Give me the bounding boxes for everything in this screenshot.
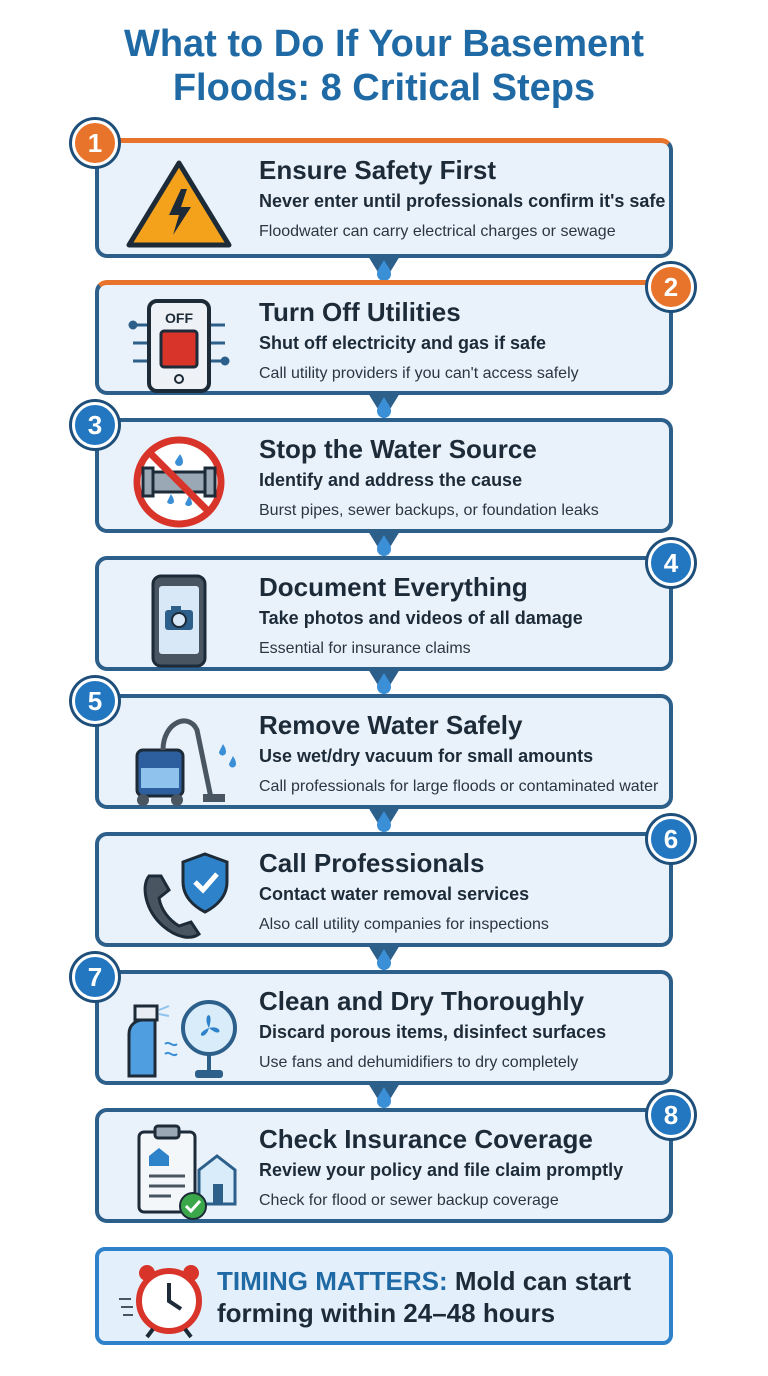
step-subtitle: Take photos and videos of all damage bbox=[259, 608, 583, 628]
step-title: Turn Off Utilities bbox=[259, 297, 461, 327]
step-card-7 bbox=[95, 970, 673, 1085]
step-subtitle: Contact water removal services bbox=[259, 884, 530, 904]
insurance-clipboard-icon bbox=[119, 1122, 239, 1222]
phone-camera-icon bbox=[119, 570, 239, 670]
step-detail: Burst pipes, sewer backups, or foundation leaks bbox=[259, 502, 599, 519]
step-card-8 bbox=[95, 1108, 673, 1223]
step-card-5 bbox=[95, 694, 673, 809]
no-burst-pipe-icon bbox=[119, 432, 239, 532]
step-detail: Floodwater can carry electrical charges or sewage bbox=[259, 223, 616, 240]
phone-shield-icon bbox=[119, 846, 239, 946]
step-detail: Essential for insurance claims bbox=[259, 640, 471, 657]
step-title: Ensure Safety First bbox=[259, 155, 496, 185]
timing-callout bbox=[95, 1247, 673, 1345]
step-detail: Also call utility companies for inspections bbox=[259, 916, 549, 933]
power-switch-icon bbox=[119, 295, 239, 395]
spray-fan-icon bbox=[119, 984, 239, 1084]
step-number-badge-5: 5 bbox=[72, 678, 118, 724]
step-card-1 bbox=[95, 138, 673, 258]
step-title: Call Professionals bbox=[259, 848, 485, 878]
step-number-badge-6: 6 bbox=[648, 816, 694, 862]
alarm-clock-icon bbox=[117, 1259, 207, 1339]
timing-label: TIMING MATTERS: bbox=[217, 1266, 448, 1296]
step-number-badge-2: 2 bbox=[648, 264, 694, 310]
step-title: Remove Water Safely bbox=[259, 710, 523, 740]
step-subtitle: Discard porous items, disinfect surfaces bbox=[259, 1022, 607, 1042]
wet-dry-vacuum-icon bbox=[119, 708, 239, 808]
step-subtitle: Identify and address the cause bbox=[259, 470, 523, 490]
step-card-2 bbox=[95, 280, 673, 395]
step-number-badge-1: 1 bbox=[72, 120, 118, 166]
step-subtitle: Never enter until professionals confirm it's safe bbox=[259, 191, 666, 211]
step-detail: Check for flood or sewer backup coverage bbox=[259, 1192, 559, 1209]
step-detail: Call utility providers if you can't access safely bbox=[259, 365, 579, 382]
step-detail: Call professionals for large floods or contaminated water bbox=[259, 778, 659, 795]
step-subtitle: Use wet/dry vacuum for small amounts bbox=[259, 746, 594, 766]
page-title bbox=[0, 22, 768, 110]
step-number-badge-7: 7 bbox=[72, 954, 118, 1000]
step-card-3 bbox=[95, 418, 673, 533]
step-subtitle: Shut off electricity and gas if safe bbox=[259, 333, 547, 353]
title-line-2: Floods: 8 Critical Steps bbox=[172, 67, 596, 109]
timing-text: Mold can start forming within 24–48 hours bbox=[217, 1266, 632, 1328]
step-number-badge-3: 3 bbox=[72, 402, 118, 448]
step-card-6 bbox=[95, 832, 673, 947]
step-subtitle: Review your policy and file claim promptly bbox=[259, 1160, 624, 1180]
title-line-1: What to Do If Your Basement bbox=[123, 23, 645, 65]
step-detail: Use fans and dehumidifiers to dry completely bbox=[259, 1054, 579, 1071]
electrical-warning-icon bbox=[119, 153, 239, 253]
step-number-badge-8: 8 bbox=[648, 1092, 694, 1138]
step-title: Document Everything bbox=[259, 572, 528, 602]
step-title: Stop the Water Source bbox=[259, 434, 537, 464]
switch-off-label: OFF bbox=[165, 310, 193, 326]
timing-message bbox=[217, 1265, 667, 1329]
step-title: Clean and Dry Thoroughly bbox=[259, 986, 585, 1016]
step-card-4 bbox=[95, 556, 673, 671]
step-number-badge-4: 4 bbox=[648, 540, 694, 586]
step-title: Check Insurance Coverage bbox=[259, 1124, 593, 1154]
